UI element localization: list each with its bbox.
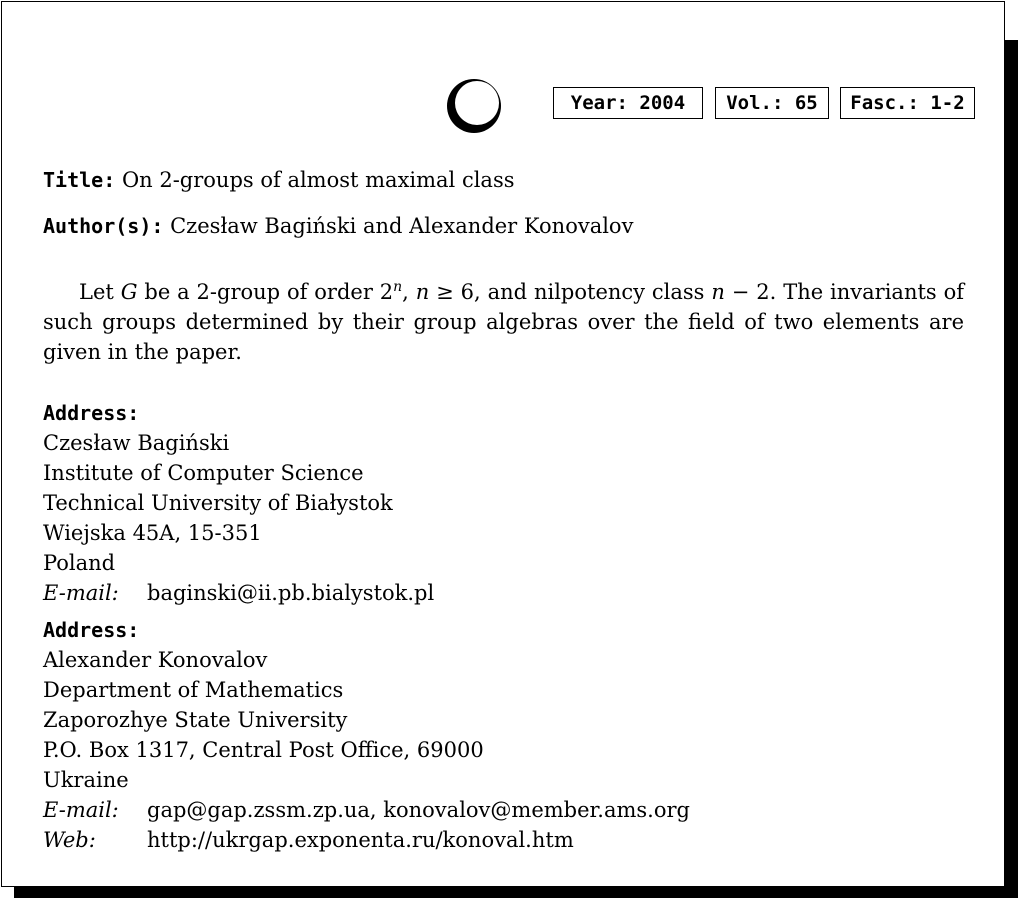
web-label: Web: [43,828,96,852]
email-row [43,795,690,825]
email-link[interactable]: baginski@ii.pb.bialystok.pl [147,581,435,605]
address-line: Ukraine [43,768,129,792]
authors-value: Czesław Bagiński and Alexander Konovalov [170,214,634,238]
email-row [43,578,434,608]
address-heading: Address: [43,401,140,425]
address-block-2 [43,615,690,855]
email-label: E-mail: [43,581,119,605]
address-line: Wiejska 45A, 15-351 [43,521,262,545]
address-line: Czesław Bagiński [43,431,230,455]
address-line: Department of Mathematics [43,678,344,702]
address-line: Zaporozhye State University [43,708,348,732]
volume-box: Vol.: 65 [715,87,829,119]
address-line: Institute of Computer Science [43,461,364,485]
journal-logo-icon [446,78,502,134]
fascicle-box: Fasc.: 1-2 [840,87,975,119]
title-label: Title: [43,168,116,192]
web-link[interactable]: http://ukrgap.exponenta.ru/konoval.htm [147,828,574,852]
authors-line [43,211,633,241]
address-line: P.O. Box 1317, Central Post Office, 69000 [43,738,484,762]
email-label: E-mail: [43,798,119,822]
address-line: Alexander Konovalov [43,648,268,672]
authors-label: Author(s): [43,214,164,238]
address-heading: Address: [43,618,140,642]
email-link[interactable]: gap@gap.zssm.zp.ua, konovalov@member.ams.org [147,798,690,822]
abstract-text: Let G be a 2-group of order 2$^n$, n ≥ 6, and nilpotency class n − 2. The invariants of such groups determined by their group algebras over the field of two elements are given in the paper. [43,279,964,364]
year-box: Year: 2004 [553,87,703,119]
address-line: Poland [43,551,116,575]
address-line: Technical University of Białystok [43,491,393,515]
title-value: On 2-groups of almost maximal class [121,168,515,192]
address-block-1 [43,398,434,608]
web-row [43,825,690,855]
title-line [43,165,515,195]
